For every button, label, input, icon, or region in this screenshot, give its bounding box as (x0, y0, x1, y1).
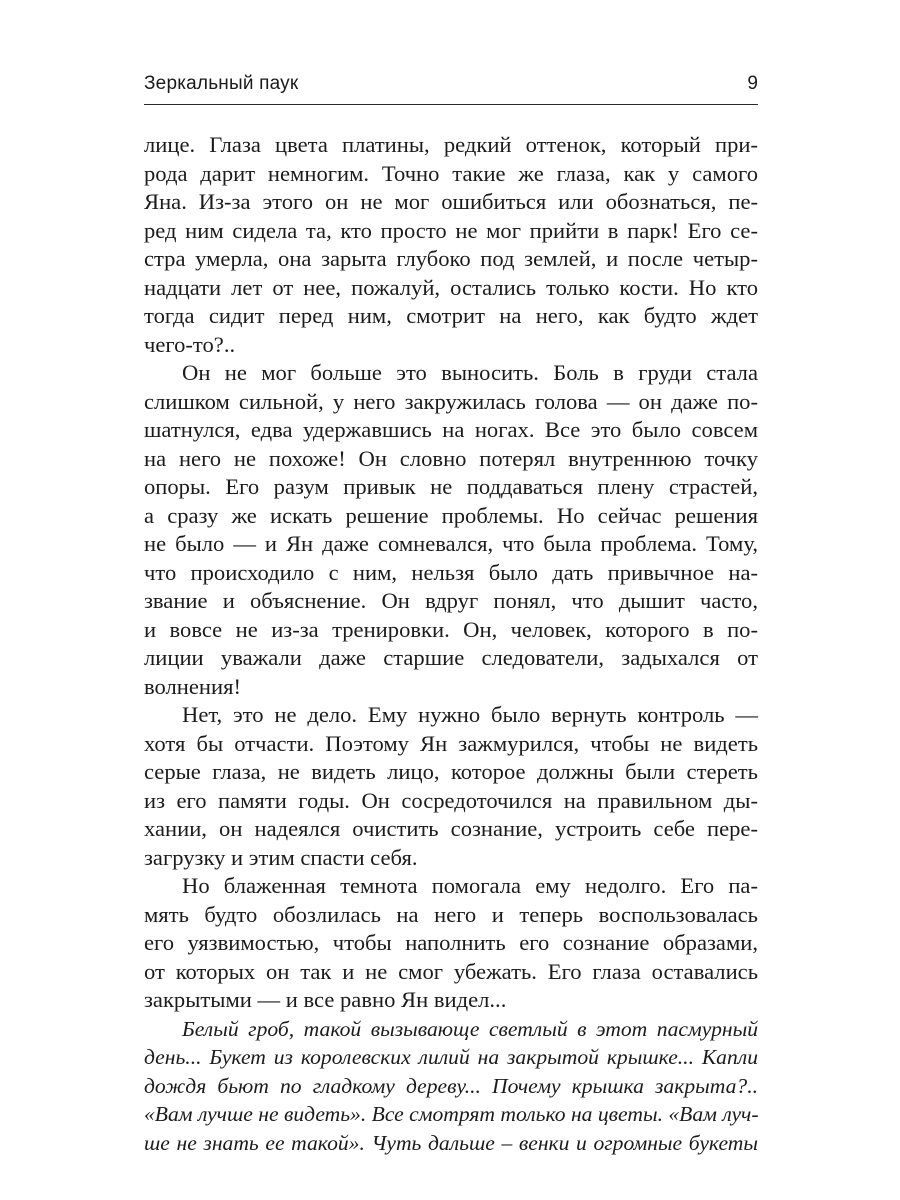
text-line: Он не мог больше это выносить. Боль в груди стала (182, 360, 758, 385)
text-line: ред ним сидела та, кто просто не мог прийти в парк! Его се- (144, 217, 758, 243)
text-line: рода дарит немногим. Точно такие же глаза, как у самого (144, 160, 758, 186)
text-line: от которых он так и не смог убежать. Его глаза оставались (144, 958, 758, 984)
text-line: Яна. Из-за этого он не мог ошибиться или обознаться, пе- (144, 189, 758, 214)
text-line: загрузку и этим спасти себя. (144, 844, 418, 870)
running-title: Зеркальный паук (144, 73, 299, 94)
italic-text-line: дождя бьют по гладкому дереву... Почему крышка закрыта?.. (144, 1073, 758, 1098)
text-line: хании, он надеялся очистить сознание, устроить себе пере- (144, 816, 758, 841)
text-line: его уязвимостью, чтобы наполнить его сознание образами, (144, 930, 758, 955)
text-line: что происходило с ним, нельзя было дать привычное на- (144, 559, 758, 585)
text-line: на него не похоже! Он словно потерял внутреннюю точку (144, 445, 758, 471)
italic-text-line: «Вам лучше не видеть». Все смотрят только на цветы. «Вам луч- (144, 1102, 759, 1126)
text-line: и вовсе не из-за тренировки. Он, человек, которого в по- (144, 616, 758, 642)
italic-text-line: Белый гроб, такой вызывающе светлый в этот пасмурный (182, 1016, 758, 1041)
text-line: стра умерла, она зарыта глубоко под землей, и после четыр- (144, 246, 758, 271)
text-line: не было — и Ян даже сомневался, что была проблема. Тому, (144, 531, 758, 556)
text-line: тогда сидит перед ним, смотрит на него, как будто ждет (144, 303, 758, 328)
running-head (144, 72, 758, 106)
text-line: закрытыми — и все равно Ян видел... (144, 987, 507, 1012)
text-line: надцати лет от нее, пожалуй, остались только кости. Но кто (144, 274, 758, 300)
text-line: шатнулся, едва удержавшись на ногах. Все это было совсем (144, 417, 758, 442)
header-rule (144, 104, 758, 105)
page-number: 9 (747, 73, 758, 94)
text-line: мять будто обозлилась на него и теперь воспользовалась (144, 901, 758, 927)
text-line: серые глаза, не видеть лицо, которое должны были стереть (144, 759, 758, 784)
italic-text-line: день... Букет из королевских лилий на закрытой крышке... Капли (144, 1045, 758, 1069)
text-line: Но блаженная темнота помогала ему недолго. Его па- (182, 873, 758, 898)
text-line: а сразу же искать решение проблемы. Но сейчас решения (144, 502, 758, 528)
text-line: чего-то?.. (144, 331, 236, 357)
italic-text-line: ше не знать ее такой». Чуть дальше – венки и огромные букеты (144, 1130, 758, 1155)
text-line: опоры. Его разум привык не поддаваться плену страстей, (144, 474, 758, 499)
text-line: слишком сильной, у него закружилась голова — он даже по- (144, 388, 758, 414)
body-text (144, 131, 758, 1157)
text-line: звание и объяснение. Он вдруг понял, что дышит часто, (144, 588, 758, 613)
text-line: хотя бы отчасти. Поэтому Ян зажмурился, чтобы не видеть (144, 730, 758, 756)
text-line: волнения! (144, 673, 242, 699)
text-line: лице. Глаза цвета платины, редкий оттенок, который при- (144, 132, 758, 157)
text-line: лиции уважали даже старшие следователи, задыхался от (144, 645, 758, 670)
text-line: из его памяти годы. Он сосредоточился на правильном ды- (144, 787, 758, 813)
text-line: Нет, это не дело. Ему нужно было вернуть контроль — (182, 702, 758, 727)
